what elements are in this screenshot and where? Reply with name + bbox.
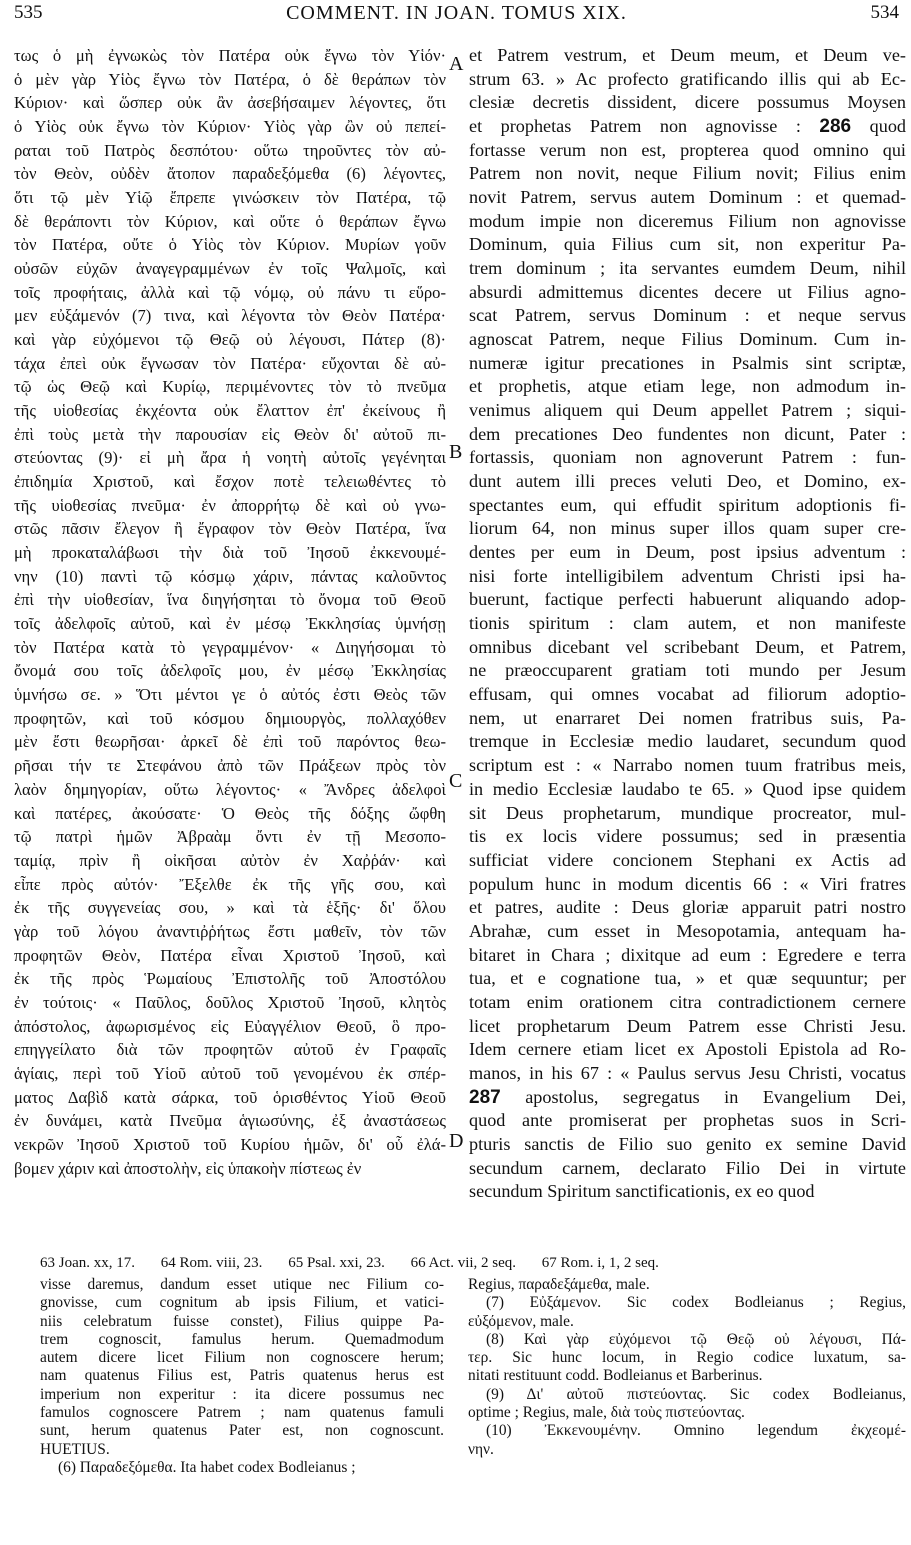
latin-text-line: dentes per eum in Deum, post ipsius adventum : bbox=[469, 542, 906, 563]
note-line: (10) Ἐκκενουμένην. Omnino legendum ἐκχεομέ- bbox=[486, 1422, 906, 1440]
latin-text-line: effusam, qui omnes vocabat ad filiorum adoptio- bbox=[469, 684, 906, 705]
margin-mark-d: D bbox=[449, 1130, 464, 1152]
latin-text-line: et patres, audite : Deus gloriæ apparuit patri nostro bbox=[469, 897, 906, 918]
latin-text-line: Dominum, quia Filius cum sit, non experitur Pa- bbox=[469, 234, 906, 255]
greek-text-line: τὸν Πατέρα κατὰ τὸ γεγραμμένον· « Διηγήσομαι τὸ bbox=[14, 637, 446, 657]
latin-text-line: tremque in Ecclesiæ medio laudaret, secundum quod bbox=[469, 731, 906, 752]
note-line: nitati restituunt codd. Bodleianus et Barberinus. bbox=[468, 1367, 763, 1385]
note-line: HUETIUS. bbox=[40, 1440, 110, 1458]
latin-text-line: licet prophetarum Deum Patrem esse Christi Jesu. bbox=[469, 1015, 906, 1036]
note-line: τερ. Sic hunc locum, in Regio codice luxatum, sa- bbox=[468, 1349, 906, 1367]
note-line: (8) Καὶ γὰρ εὐχόμενοι τῷ Θεῷ οὐ λέγουσι, Πά- bbox=[486, 1330, 906, 1348]
note-line: visse daremus, dandum esset utique nec Filium co- bbox=[40, 1276, 444, 1293]
greek-text-line: ἁγίαις, περὶ τοῦ Υἱοῦ αὐτοῦ τοῦ γενομένου ἐκ σπέρ- bbox=[14, 1063, 446, 1083]
note-line: nam quatenus Filius est, Patris quatenus herus est bbox=[40, 1367, 444, 1385]
latin-text-line: pturis sanctis de Filio suo genito ex semine David bbox=[469, 1133, 906, 1154]
page-number-left: 535 bbox=[14, 2, 43, 23]
greek-text-line: στῶς πᾶσιν ἔλεγον ἢ ἔγραφον τὸν Θεὸν Πατέρα, ἵνα bbox=[14, 519, 446, 539]
latin-text-line: spectantes eum, qui effudit spiritum adoptionis fi- bbox=[469, 494, 906, 515]
latin-text-line: 287 apostolus, segregatus in Evangelium Dei, bbox=[469, 1086, 906, 1108]
margin-mark-a: A bbox=[449, 53, 464, 75]
note-line: imperium non experitur : ita dicere possumus nec bbox=[40, 1385, 444, 1403]
greek-text-line: βομεν χάριν καὶ ἀποστολὴν, εἰς ὑπακοὴν πίστεως ἐν bbox=[14, 1158, 362, 1178]
note-line: autem dicere licet Filium non cognoscere herum; bbox=[40, 1349, 444, 1367]
greek-column bbox=[14, 44, 446, 1180]
greek-text-line: ἐπὶ τοὺς μετὰ τὴν παρουσίαν εἰς Θεὸν δι' αὐτοῦ πι- bbox=[14, 424, 446, 444]
footnote-ref: 66 Act. vii, 2 seq. bbox=[410, 1255, 517, 1271]
latin-text-line: dem precationes Deo fundentes non dicunt, Pater : bbox=[469, 423, 906, 444]
latin-text-line: bitaret in Chara ; dixitque ad eum : Egredere e terra bbox=[469, 944, 906, 965]
greek-text-line: ἀπόστολος, ἀφωρισμένος εἰς Εὐαγγέλιον Θεοῦ, ὃ προ- bbox=[14, 1016, 446, 1036]
greek-text-line: τοῖς ἀδελφοῖς αὐτοῦ, καὶ ἐν μέσῳ Ἐκκλησίας ὑμνήσῃ bbox=[14, 614, 446, 634]
greek-text-line: καὶ πατέρες, ἀκούσατε· Ὁ Θεὸς τῆς δόξης ὤφθη bbox=[14, 803, 446, 823]
latin-text-line: Abrahæ, cum esset in Mesopotamia, antequam ha- bbox=[469, 920, 906, 941]
greek-text-line: Κύριον· καὶ ὥσπερ οὐκ ἂν ἀσεβήσαιμεν λέγοντες, ὅτι bbox=[14, 93, 446, 113]
latin-text-line: secundum carnem, declarato Filio Dei in virtute bbox=[469, 1157, 906, 1178]
latin-text-line: ne præoccuparent gratiam toti mundo per Jesum bbox=[469, 660, 906, 681]
latin-text-line: fortassis, quoniam non agnoverunt Patrem : fun- bbox=[469, 447, 906, 468]
latin-text-line: sufficiat videre concionem Stephani ex Actis ad bbox=[469, 849, 906, 870]
greek-text-line: τῷ πατρὶ ἡμῶν Ἀβραὰμ ὄντι ἐν τῇ Μεσοπο- bbox=[14, 827, 446, 847]
greek-text-line: τοῖς προφήταις, ἀλλὰ καὶ τῷ νόμῳ, οὐ πάνυ τι εὕρο- bbox=[14, 282, 446, 302]
greek-text-line: ματος Δαβὶδ κατὰ σάρκα, τοῦ ὁρισθέντος Υἱοῦ Θεοῦ bbox=[14, 1087, 446, 1107]
latin-text-line: modum impie non diceremus Filium non agnovisse bbox=[469, 210, 906, 231]
note-line: niis celebratum fuisse constet), Filius quippe Pa- bbox=[40, 1312, 444, 1330]
scripture-references bbox=[40, 1254, 906, 1272]
latin-text-line: scat Patrem, servus Dominum : et neque servus bbox=[469, 305, 906, 326]
greek-text-line: τῆς υἱοθεσίας ἐκχέοντα οὐκ ἔλαττον ἐπ' ἐκείνους ἢ bbox=[14, 401, 446, 421]
margin-mark-c: C bbox=[449, 770, 463, 792]
page-number-right: 534 bbox=[870, 2, 899, 23]
note-line: optime ; Regius, male, διὰ τοὺς πιστεύοντας. bbox=[468, 1404, 745, 1422]
greek-text-line: ἐκ τῆς πρὸς Ῥωμαίους Ἐπιστολῆς τοῦ Ἀποστόλου bbox=[14, 969, 446, 989]
greek-text-line: ὁ μὲν γὰρ Υἱὸς ἔγνω τὸν Πατέρα, ὁ δὲ θεράπων τὸν bbox=[14, 69, 446, 89]
greek-text-line: ραται τοῦ Πατρὸς δεσπότου· οὕτω τηροῦντες τὸν αὐ- bbox=[14, 140, 446, 160]
notes-right-column bbox=[468, 1276, 906, 1459]
note-line: gnovisse, cum cognitum ab ipsis Filium, et vatici- bbox=[40, 1294, 444, 1312]
greek-text-line: τὸν Θεὸν, οὐδὲν ἄτοπον παραδεξόμεθα (6) λέγοντες, bbox=[14, 164, 446, 184]
latin-text-line: quod ante promiserat per prophetas suos in Scri- bbox=[469, 1110, 906, 1131]
latin-text-line: tua, et e cognatione tua, » et quæ sequuntur; per bbox=[469, 968, 906, 989]
greek-text-line: εἶπε πρὸς αὐτόν· Ἔξελθε ἐκ τῆς γῆς σου, καὶ bbox=[14, 874, 446, 894]
greek-text-line: ἐκ τῆς συγγενείας σου, » καὶ τὰ ἑξῆς· δι' ὅλου bbox=[14, 898, 446, 918]
latin-text-line: clesiæ decretis dissident, dicere possumus Moysen bbox=[469, 92, 906, 113]
greek-text-line: ἐπιδημία Χριστοῦ, καὶ ἔσχον ποτὲ τελειωθέντες τὸ bbox=[14, 472, 446, 492]
greek-text-line: ἐν τούτοις· « Παῦλος, δοῦλος Χριστοῦ Ἰησοῦ, κλητὸς bbox=[14, 992, 446, 1012]
footnote-ref: 65 Psal. xxi, 23. bbox=[288, 1255, 385, 1271]
footnote-ref: 64 Rom. viii, 23. bbox=[160, 1255, 263, 1271]
latin-text-line: agnoscat Patrem, neque Filius Dominum. Cum in- bbox=[469, 329, 906, 350]
note-line: εὐξόμενον, male. bbox=[468, 1312, 574, 1330]
latin-text-line: nisi forte intelligibilem adventum Christi ipsi ha- bbox=[469, 565, 906, 586]
greek-text-line: τῷ ὡς Θεῷ καὶ Κυρίῳ, περιμένοντες τὸν τὸ πνεῦμα bbox=[14, 377, 446, 397]
note-line: (7) Εὐξάμενον. Sic codex Bodleianus ; Regius, bbox=[486, 1294, 906, 1312]
greek-text-line: γὰρ τοῦ λόγου ἀναντιῤῥήτως ἔστι μαθεῖν, τὸν τῶν bbox=[14, 921, 446, 941]
note-line: Regius, παραδεξάμεθα, male. bbox=[468, 1276, 650, 1293]
greek-text-line: μὲν ἔστι θεωρῆσαι· ἀρκεῖ δὲ ἐπὶ τοῦ παρόντος θεω- bbox=[14, 732, 446, 752]
note-line: (9) Δι' αὐτοῦ πιστεύοντας. Sic codex Bodleianus, bbox=[486, 1385, 906, 1403]
latin-text-line: sit Deus prophetarum, mundique procreator, mul- bbox=[469, 802, 906, 823]
greek-text-line: προφητῶν Θεὸν, Πατέρα εἶναι Χριστοῦ Ἰησοῦ, καὶ bbox=[14, 945, 446, 965]
latin-text-line: et prophetas Patrem non agnovisse : 286 quod bbox=[469, 116, 906, 138]
running-title: COMMENT. IN JOAN. TOMUS XIX. bbox=[286, 2, 627, 24]
note-line: νην. bbox=[468, 1440, 494, 1458]
latin-text-line: tionis spiritum : clam autem, et non manifeste bbox=[469, 613, 906, 634]
greek-text-line: οὐσῶν εὐχῶν ἀναγεγραμμένων ἐν τοῖς Ψαλμοῖς, καὶ bbox=[14, 259, 446, 279]
latin-text-line: secundum Spiritum sanctificationis, ex eo quod bbox=[469, 1181, 815, 1202]
latin-text-line: buerunt, factique perfecti habuerunt aliquando adop- bbox=[469, 589, 906, 610]
latin-text-line: tis ex locis videre possumus; sed in præsentia bbox=[469, 826, 906, 847]
latin-text-line: trem dominum ; ita servantes eumdem Deum, nihil bbox=[469, 258, 906, 279]
greek-text-line: καὶ γὰρ εὐχόμενοι τῷ Θεῷ οὐ λέγουσι, Πάτερ (8)· bbox=[14, 330, 446, 350]
note-line: famulos cognoscere Patrem ; nam quatenus famuli bbox=[40, 1404, 444, 1422]
greek-text-line: ὁ Υἱὸς οὐκ ἔγνω τὸν Κύριον· Υἱὸς γὰρ ὢν οὐ πεπεί- bbox=[14, 117, 446, 137]
greek-text-line: τὸν Πατέρα, οὔτε ὁ Υἱὸς τὸν Κύριον. Μυρίων γοῦν bbox=[14, 235, 446, 255]
greek-text-line: ὅτι τῷ μὲν Υἱῷ ἔπρεπε γινώσκειν τὸν Πατέρα, τῷ bbox=[14, 188, 446, 208]
latin-text-line: strum 63. » Ac profecto gratificando illis qui ab Ec- bbox=[469, 68, 906, 89]
latin-text-line: et prophetis, atque etiam lege, non admodum in- bbox=[469, 376, 906, 397]
latin-text-line: scriptum est : « Narrabo nomen tuum fratribus meis, bbox=[469, 755, 906, 776]
greek-text-line: ρῆσαι τήν τε Στεφάνου ἀπὸ τῶν Πράξεων πρὸς τὸν bbox=[14, 756, 446, 776]
greek-text-line: ταμίᾳ, πρὶν ἢ οἰκῆσαι αὐτὸν ἐν Χαῤῥάν· καὶ bbox=[14, 850, 446, 870]
latin-text-line: dunt autem illi preces veluti Deo, et Domino, ex- bbox=[469, 471, 906, 492]
greek-text-line: τῆς υἱοθεσίας πνεῦμα· ἐν ἀπορρήτῳ δὲ καὶ οὐ γνω- bbox=[14, 495, 446, 515]
greek-text-line: νεκρῶν Ἰησοῦ Χριστοῦ τοῦ Κυρίου ἡμῶν, δι' οὗ ἐλά- bbox=[14, 1134, 446, 1154]
latin-text-line: nem, ut enarraret Dei nomen fratribus suis, Pa- bbox=[469, 707, 906, 728]
greek-text-line: ἐν δυνάμει, κατὰ Πνεῦμα ἁγιωσύνης, ἐξ ἀναστάσεως bbox=[14, 1111, 446, 1131]
greek-text-line: ὑμνήσω σε. » Ὅτι μέντοι γε ὁ αὐτός ἐστι Θεὸς τῶν bbox=[14, 685, 446, 705]
latin-text-line: Patrem non novit, neque Filium novit; Filius enim bbox=[469, 163, 906, 184]
note-line: (6) Παραδεξόμεθα. Ita habet codex Bodleianus ; bbox=[58, 1458, 356, 1476]
greek-text-line: στεύοντας (9)· εἰ μὴ ἄρα ἡ νοητὴ αὐτοῖς γεγένηται bbox=[14, 448, 446, 468]
greek-text-line: νην (10) παντὶ τῷ κόσμῳ χάριν, πάντας καλοῦντος bbox=[14, 566, 446, 586]
latin-text-line: et Patrem vestrum, et Deum meum, et Deum ve- bbox=[469, 45, 906, 65]
greek-text-line: επηγγείλατο διὰ τῶν προφητῶν αὐτοῦ ἐν Γραφαῖς bbox=[14, 1040, 446, 1060]
latin-text-line: populum hunc in modum dicentis 66 : « Viri fratres bbox=[469, 873, 906, 894]
greek-text-line: τως ὁ μὴ ἐγνωκὼς τὸν Πατέρα οὐκ ἔγνω τὸν Υἱόν· bbox=[14, 46, 446, 65]
footnote-ref: 67 Rom. i, 1, 2 seq. bbox=[541, 1255, 659, 1271]
latin-text-line: omnibus dicebant vel scribebant Deum, et Patrem, bbox=[469, 636, 906, 657]
footnote-ref: 63 Joan. xx, 17. bbox=[40, 1255, 135, 1271]
greek-text-line: μεν εὐξάμενόν (7) τινα, καὶ λέγοντα τὸν Θεὸν Πατέρα· bbox=[14, 306, 446, 326]
greek-text-line: λαὸν δημηγορίαν, οὕτω λέγοντος· « Ἄνδρες ἀδελφοὶ bbox=[14, 779, 446, 799]
latin-text-line: Idem cernere etiam licet ex Apostoli Epistola ad Ro- bbox=[469, 1039, 906, 1060]
latin-text-line: in medio Ecclesiæ laudabo te 65. » Quod ipse quidem bbox=[469, 778, 906, 799]
greek-text-line: μὴ προκαταλάβωσι τὴν διὰ τοῦ Ἰησοῦ ἐκκενουμέ- bbox=[14, 543, 446, 563]
latin-text-line: venimus aliquem qui Deum appellet Patrem ; siqui- bbox=[469, 400, 906, 421]
latin-text-line: totam enim orationem citra contradictionem cernere bbox=[469, 991, 906, 1012]
latin-text-line: novit Patrem, servus autem Dominum : et quemad- bbox=[469, 187, 906, 208]
note-line: sunt, herum quatenus Pater est, non cognoscunt. bbox=[40, 1422, 444, 1440]
latin-column bbox=[469, 44, 906, 1204]
margin-mark-b: B bbox=[449, 441, 463, 463]
notes-left-column bbox=[40, 1276, 444, 1477]
greek-text-line: ὄνομά σου τοῖς ἀδελφοῖς μου, ἐν μέσῳ Ἐκκλησίας bbox=[14, 661, 446, 681]
latin-text-line: manos, in his 67 : « Paulus servus Jesu Christi, vocatus bbox=[469, 1062, 906, 1083]
latin-text-line: fortasse verum non est, propterea quod omnino qui bbox=[469, 139, 906, 160]
greek-text-line: προφητῶν, καὶ τοῦ κόσμου δημιουργὸς, πολλαχόθεν bbox=[14, 708, 446, 728]
latin-text-line: absurdi admittemus dicentes decere ut Filius agno- bbox=[469, 281, 906, 302]
latin-text-line: numeræ igitur precationes in Psalmis sint scriptæ, bbox=[469, 352, 906, 373]
page-header bbox=[14, 2, 899, 26]
latin-text-line: liorum 64, non minus super illos quam super cre- bbox=[469, 518, 906, 539]
greek-text-line: ἐπὶ τὴν υἱοθεσίαν, ἵνα διηγήσηται τὸ ὄνομα τοῦ Θεοῦ bbox=[14, 590, 446, 610]
greek-text-line: τάχα ἐπεὶ οὐκ ἔγνωσαν τὸν Πατέρα· εὔχονται δὲ αὐ- bbox=[14, 353, 446, 373]
note-line: trem cognoscit, famulus herum. Quemadmodum bbox=[40, 1330, 444, 1348]
greek-text-line: δὲ θεράποντι τὸν Κύριον, καὶ οὔτε ὁ θεράπων ἔγνω bbox=[14, 211, 446, 231]
